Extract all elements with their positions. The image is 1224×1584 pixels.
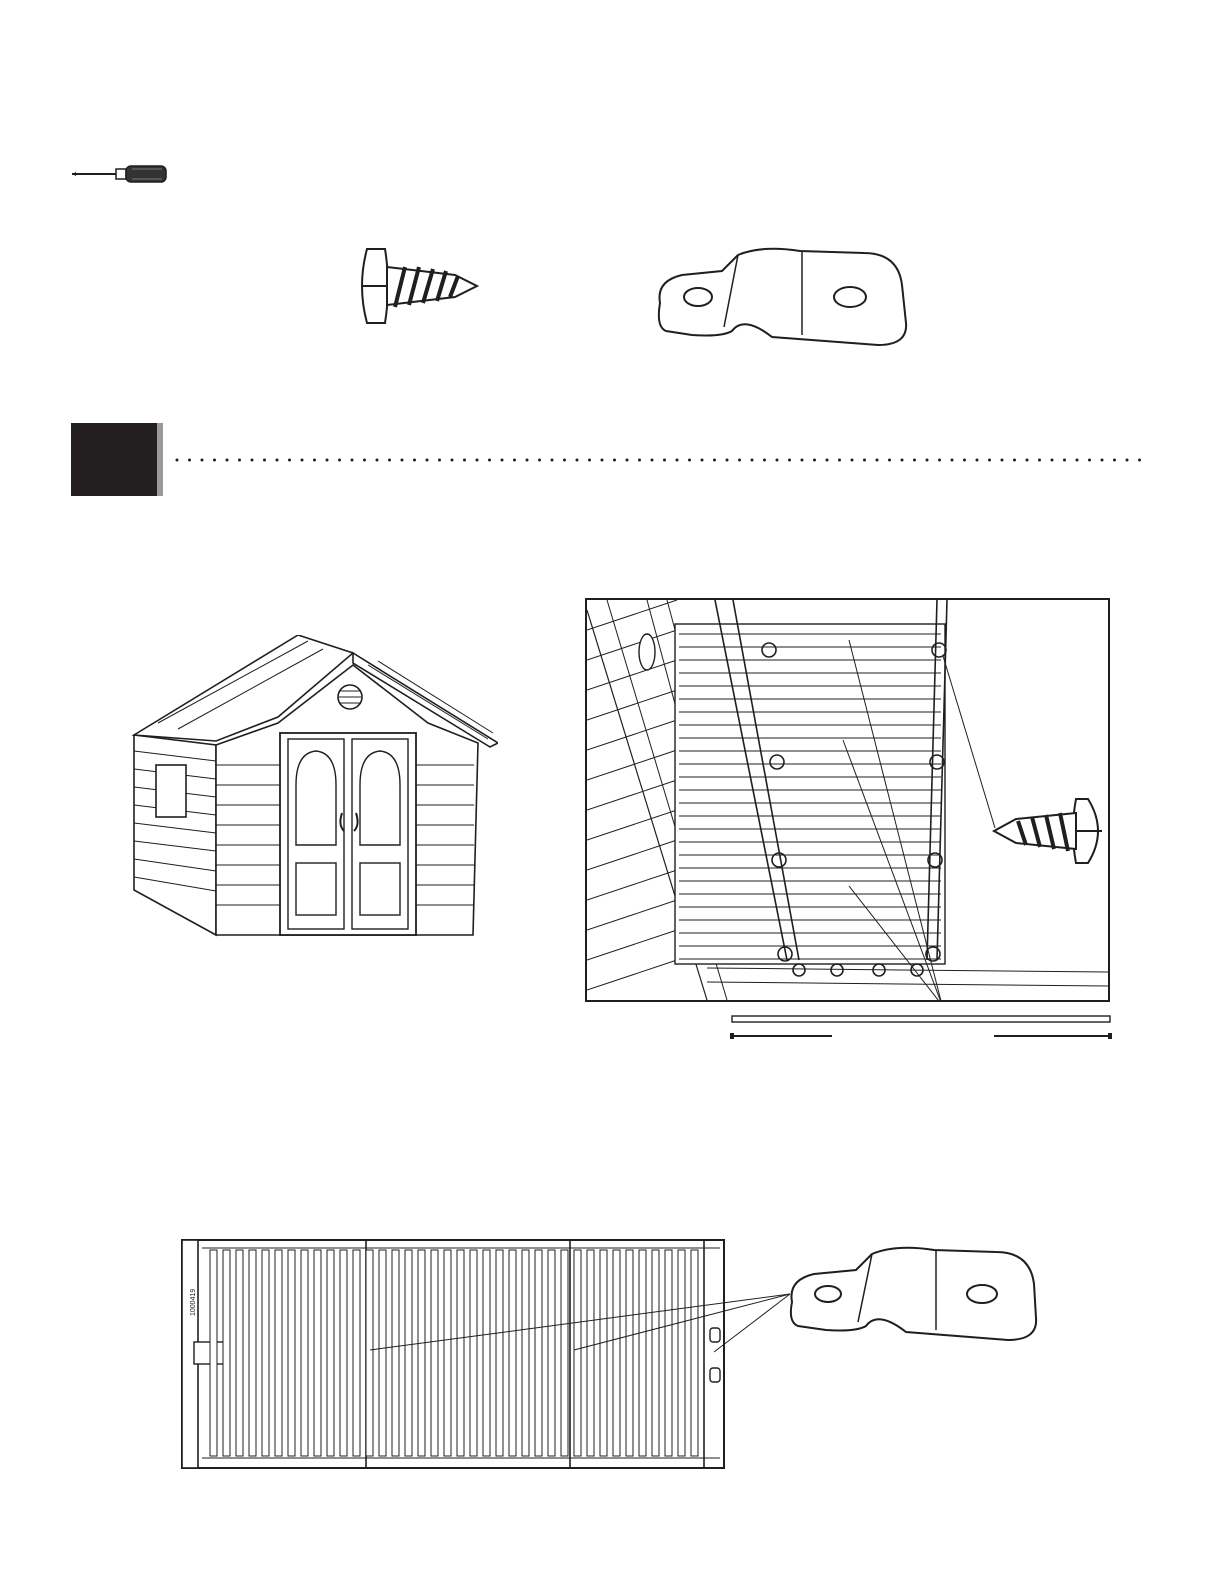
step-number-block: [71, 423, 157, 496]
bracket-icon: [652, 245, 908, 352]
shed-illustration: [128, 635, 498, 940]
step-block-shadow: [157, 423, 163, 496]
bracket-callout-lines: [360, 1290, 800, 1360]
screw-icon: [990, 795, 1110, 867]
screwdriver-icon: [70, 162, 170, 186]
panel-stamp: 1000419: [190, 1288, 197, 1316]
long-bar-part: [730, 1013, 1112, 1043]
bracket-icon: [786, 1244, 1038, 1346]
screw-icon: [355, 245, 485, 327]
step-divider: [175, 455, 1150, 465]
